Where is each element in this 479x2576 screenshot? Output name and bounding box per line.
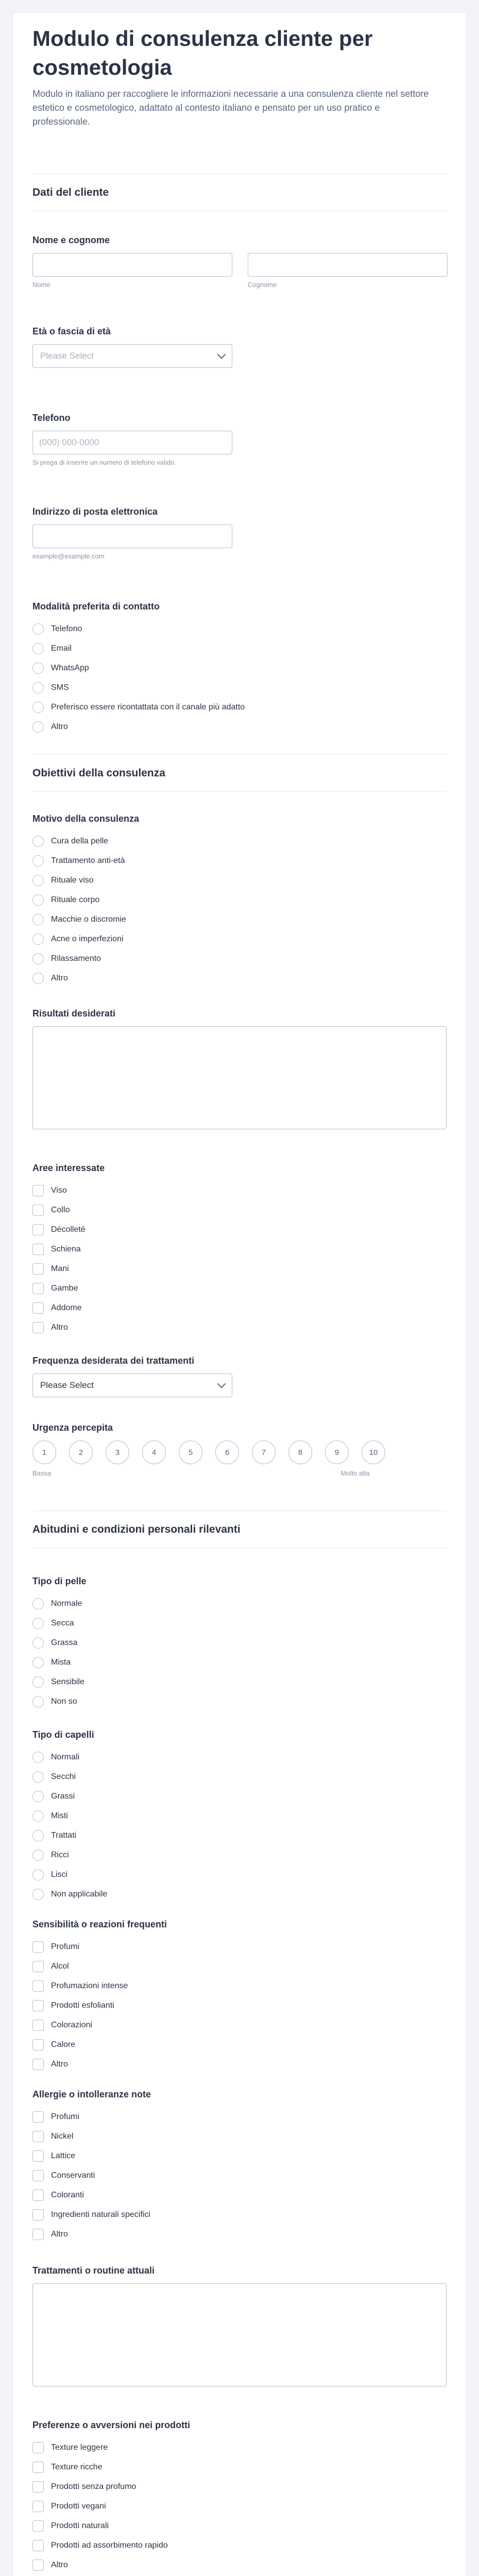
chevron-down-icon [217, 1380, 226, 1388]
areas-field [32, 1163, 447, 1337]
checkbox-option[interactable] [32, 2055, 447, 2074]
radio-button[interactable] [32, 1810, 44, 1822]
checkbox-option[interactable] [32, 2015, 447, 2035]
radio-button[interactable] [32, 643, 44, 654]
option-label: Profumi [51, 1942, 80, 1951]
radio-option[interactable] [32, 619, 447, 639]
radio-button[interactable] [32, 1657, 44, 1668]
allergies-options [32, 2107, 447, 2244]
form-header [32, 24, 455, 129]
radio-button[interactable] [32, 1618, 44, 1629]
scale-option[interactable]: 3 [106, 1440, 129, 1464]
option-label: Altro [51, 2060, 68, 2069]
option-label: Texture leggere [51, 2443, 108, 2452]
sensitivities-field [32, 1919, 447, 2074]
radio-button[interactable] [32, 894, 44, 906]
radio-button[interactable] [32, 875, 44, 886]
option-label: Rituale viso [51, 876, 94, 885]
option-label: Ricci [51, 1851, 69, 1859]
checkbox-option[interactable] [32, 2166, 447, 2185]
radio-button[interactable] [32, 623, 44, 635]
scale-option[interactable]: 4 [142, 1440, 166, 1464]
urgency-low-label: Bassa [32, 1469, 52, 1477]
skin-field [32, 1576, 447, 1711]
checkbox-option[interactable] [32, 1259, 447, 1279]
radio-button[interactable] [32, 1637, 44, 1649]
option-label: Secchi [51, 1772, 76, 1781]
option-label: Rituale corpo [51, 895, 100, 904]
option-label: Mista [51, 1658, 71, 1667]
option-label: WhatsApp [51, 664, 89, 672]
radio-option[interactable] [32, 1633, 447, 1653]
sensitivities-label: Sensibilità o reazioni frequenti [32, 1919, 167, 1929]
allergies-field [32, 2089, 447, 2244]
routines-field [32, 2265, 447, 2386]
allergies-label: Allergie o intolleranze note [32, 2089, 151, 2099]
skin-options [32, 1594, 447, 1711]
radio-option[interactable] [32, 1845, 447, 1865]
urgency-scale [32, 1440, 447, 1464]
radio-button[interactable] [32, 934, 44, 945]
checkbox-option[interactable] [32, 1220, 447, 1240]
routines-textarea[interactable] [32, 2283, 447, 2386]
radio-button[interactable] [32, 1889, 44, 1900]
radio-option[interactable] [32, 851, 447, 871]
checkbox[interactable] [32, 2170, 44, 2181]
checkbox[interactable] [32, 1263, 44, 1275]
urgency-scale-labels [32, 1469, 370, 1477]
checkbox[interactable] [32, 1980, 44, 1992]
radio-option[interactable] [32, 1767, 447, 1787]
option-label: Grassa [51, 1638, 78, 1647]
radio-button[interactable] [32, 1830, 44, 1841]
form-card [13, 13, 466, 2576]
product-prefs-label: Preferenze o avversioni nei prodotti [32, 2420, 191, 2430]
checkbox[interactable] [32, 2462, 44, 2473]
checkbox[interactable] [32, 1224, 44, 1235]
radio-button[interactable] [32, 836, 44, 847]
phone-sublabel: Si prega di inserire un numero di telefono valido. [32, 459, 176, 466]
option-label: Acne o imperfezioni [51, 935, 124, 943]
checkbox[interactable] [32, 2560, 44, 2571]
radio-option[interactable] [32, 1865, 447, 1885]
email-label: Indirizzo di posta elettronica [32, 506, 158, 517]
checkbox[interactable] [32, 2111, 44, 2123]
checkbox-option[interactable] [32, 2146, 447, 2166]
checkbox-option[interactable] [32, 2127, 447, 2146]
checkbox[interactable] [32, 1322, 44, 1333]
radio-button[interactable] [32, 953, 44, 964]
option-label: Secca [51, 1619, 74, 1628]
option-label: Colorazioni [51, 2021, 93, 2029]
checkbox-option[interactable] [32, 2205, 447, 2225]
checkbox[interactable] [32, 2039, 44, 2050]
option-label: Mani [51, 1264, 69, 1273]
option-label: Profumi [51, 2112, 80, 2121]
phone-label: Telefono [32, 413, 71, 423]
first-name-sublabel: Nome [32, 281, 50, 289]
section-title-objectives: Obiettivi della consulenza [32, 767, 165, 779]
option-label: Prodotti naturali [51, 2521, 109, 2530]
radio-option[interactable] [32, 832, 447, 851]
section-title-client-data: Dati del cliente [32, 187, 109, 198]
option-label: Prodotti esfolianti [51, 2001, 114, 2010]
option-label: Email [51, 644, 72, 653]
option-label: Lisci [51, 1870, 68, 1879]
option-label: Trattamento anti-età [51, 856, 125, 865]
radio-option[interactable] [32, 1787, 447, 1806]
option-label: Cura della pelle [51, 837, 109, 845]
frequency-label: Frequenza desiderata dei trattamenti [32, 1355, 195, 1366]
urgency-field [32, 1422, 447, 1477]
checkbox[interactable] [32, 2442, 44, 2453]
checkbox[interactable] [32, 2520, 44, 2532]
option-label: Calore [51, 2040, 76, 2049]
option-label: Non applicabile [51, 1890, 108, 1899]
checkbox[interactable] [32, 2000, 44, 2011]
option-label: Preferisco essere ricontattata con il canale più adatto [51, 703, 245, 711]
checkbox-option[interactable] [32, 2555, 447, 2575]
option-label: Trattati [51, 1831, 77, 1840]
scale-option[interactable]: 2 [69, 1440, 93, 1464]
reason-options [32, 832, 447, 988]
checkbox-option[interactable] [32, 1298, 447, 1318]
skin-label: Tipo di pelle [32, 1576, 87, 1586]
checkbox[interactable] [32, 1283, 44, 1294]
radio-button[interactable] [32, 1752, 44, 1763]
radio-option[interactable] [32, 678, 447, 698]
radio-option[interactable] [32, 890, 447, 910]
sensitivities-options [32, 1937, 447, 2074]
option-label: Prodotti ad assorbimento rapido [51, 2541, 168, 2550]
radio-button[interactable] [32, 1598, 44, 1609]
radio-option[interactable] [32, 1614, 447, 1633]
checkbox[interactable] [32, 2020, 44, 2031]
checkbox[interactable] [32, 2209, 44, 2221]
option-label: Altro [51, 1323, 68, 1332]
phone-field [32, 413, 447, 466]
radio-button[interactable] [32, 914, 44, 925]
scale-option[interactable]: 1 [32, 1440, 56, 1464]
checkbox-option[interactable] [32, 1279, 447, 1298]
radio-button[interactable] [32, 702, 44, 713]
option-label: Gambe [51, 1284, 78, 1293]
option-label: Lattice [51, 2151, 76, 2160]
age-field [32, 326, 447, 368]
checkbox[interactable] [32, 1941, 44, 1953]
scale-option[interactable]: 6 [215, 1440, 239, 1464]
checkbox[interactable] [32, 1961, 44, 1972]
option-label: Viso [51, 1186, 67, 1195]
reason-label: Motivo della consulenza [32, 814, 140, 824]
product-prefs-options [32, 2438, 447, 2575]
areas-options [32, 1181, 447, 1337]
radio-option[interactable] [32, 1806, 447, 1826]
option-label: Grassi [51, 1792, 75, 1801]
radio-option[interactable] [32, 1885, 447, 1904]
areas-label: Aree interessate [32, 1163, 105, 1173]
radio-option[interactable] [32, 698, 447, 717]
checkbox-option[interactable] [32, 1996, 447, 2015]
radio-option[interactable] [32, 871, 447, 890]
radio-button[interactable] [32, 1791, 44, 1802]
checkbox[interactable] [32, 2229, 44, 2240]
radio-button[interactable] [32, 1696, 44, 1707]
chevron-down-icon [217, 350, 226, 359]
option-label: Non so [51, 1697, 77, 1706]
checkbox[interactable] [32, 2190, 44, 2201]
option-label: Sensibile [51, 1677, 84, 1686]
option-label: Schiena [51, 1245, 81, 1253]
checkbox-option[interactable] [32, 1957, 447, 1976]
scale-option[interactable]: 10 [362, 1440, 385, 1464]
age-select[interactable] [32, 344, 232, 368]
contact-mode-label: Modalità preferita di contatto [32, 601, 160, 612]
radio-button[interactable] [32, 721, 44, 733]
scale-option[interactable]: 8 [288, 1440, 312, 1464]
product-prefs-field [32, 2420, 447, 2575]
option-label: Nickel [51, 2132, 74, 2141]
option-label: Altro [51, 722, 68, 731]
checkbox[interactable] [32, 2059, 44, 2070]
first-name-input[interactable] [32, 253, 232, 277]
checkbox-option[interactable] [32, 1240, 447, 1259]
option-label: Texture ricche [51, 2463, 102, 2471]
option-label: Profumazioni intense [51, 1981, 128, 1990]
option-label: Normali [51, 1753, 80, 1761]
checkbox-option[interactable] [32, 2225, 447, 2244]
scale-option[interactable]: 9 [325, 1440, 349, 1464]
option-label: Telefono [51, 624, 82, 633]
checkbox[interactable] [32, 2501, 44, 2512]
option-label: Prodotti senza profumo [51, 2482, 136, 2491]
option-label: Prodotti vegani [51, 2502, 106, 2511]
last-name-sublabel: Cognome [248, 281, 277, 289]
routines-label: Trattamenti o routine attuali [32, 2265, 155, 2276]
checkbox-option[interactable] [32, 2477, 447, 2497]
radio-option[interactable] [32, 929, 447, 949]
option-label: Misti [51, 1811, 68, 1820]
checkbox-option[interactable] [32, 1200, 447, 1220]
email-sublabel: example@example.com [32, 552, 105, 560]
phone-input[interactable]: (000) 000-0000 [32, 431, 232, 454]
radio-option[interactable] [32, 1653, 447, 1672]
radio-button[interactable] [32, 1869, 44, 1880]
form-title: Modulo di consulenza cliente per cosmetologia [32, 26, 373, 79]
name-label: Nome e cognome [32, 235, 110, 245]
urgency-high-label: Molto alta [340, 1469, 370, 1477]
option-label: Altro [51, 2561, 68, 2569]
option-label: Normale [51, 1599, 82, 1608]
hair-field [32, 1730, 447, 1904]
option-label: Altro [51, 974, 68, 982]
checkbox[interactable] [32, 1185, 44, 1196]
checkbox[interactable] [32, 2150, 44, 2162]
name-field [32, 235, 447, 289]
checkbox-option[interactable] [32, 2536, 447, 2555]
option-label: Alcol [51, 1962, 69, 1971]
option-label: Altro [51, 2230, 68, 2239]
checkbox-option[interactable] [32, 2516, 447, 2536]
option-label: Coloranti [51, 2191, 84, 2199]
option-label: Rilassamento [51, 954, 101, 963]
email-input[interactable] [32, 524, 232, 548]
checkbox-option[interactable] [32, 2497, 447, 2516]
option-label: SMS [51, 683, 69, 692]
scale-option[interactable]: 7 [252, 1440, 276, 1464]
age-label: Età o fascia di età [32, 326, 111, 336]
urgency-label: Urgenza percepita [32, 1422, 113, 1433]
contact-mode-field [32, 601, 447, 737]
radio-option[interactable] [32, 717, 447, 737]
checkbox-option[interactable] [32, 1318, 447, 1337]
checkbox-option[interactable] [32, 2458, 447, 2477]
frequency-select[interactable] [32, 1374, 232, 1397]
radio-option[interactable] [32, 949, 447, 969]
radio-option[interactable] [32, 969, 447, 988]
section-title-habits: Abitudini e condizioni personali rilevanti [32, 1523, 241, 1535]
option-label: Conservanti [51, 2171, 95, 2180]
last-name-input[interactable] [248, 253, 448, 277]
radio-button[interactable] [32, 973, 44, 984]
checkbox-option[interactable] [32, 2035, 447, 2055]
radio-option[interactable] [32, 1748, 447, 1767]
checkbox[interactable] [32, 1302, 44, 1314]
radio-button[interactable] [32, 855, 44, 867]
form-subtitle: Modulo in italiano per raccogliere le informazioni necessarie a una consulenza cliente nel settore estetico e cosmetologico, adattato al contesto italiano e pensato per un uso pratico e professionale. [32, 89, 429, 127]
radio-option[interactable] [32, 910, 447, 929]
checkbox[interactable] [32, 2131, 44, 2142]
results-label: Risultati desiderati [32, 1008, 116, 1019]
scale-option[interactable]: 5 [179, 1440, 202, 1464]
radio-option[interactable] [32, 1594, 447, 1614]
checkbox[interactable] [32, 1244, 44, 1255]
frequency-select-value: Please Select [40, 1380, 94, 1390]
radio-option[interactable] [32, 1672, 447, 1692]
radio-button[interactable] [32, 1850, 44, 1861]
contact-mode-options [32, 619, 447, 737]
email-field [32, 506, 447, 560]
option-label: Décolleté [51, 1225, 85, 1234]
hair-label: Tipo di capelli [32, 1730, 94, 1740]
radio-option[interactable] [32, 639, 447, 658]
radio-button[interactable] [32, 663, 44, 674]
checkbox-option[interactable] [32, 2185, 447, 2205]
checkbox-option[interactable] [32, 1976, 447, 1996]
radio-option[interactable] [32, 1692, 447, 1711]
results-field [32, 1008, 447, 1129]
radio-option[interactable] [32, 658, 447, 678]
option-label: Collo [51, 1206, 70, 1214]
reason-field [32, 814, 447, 988]
option-label: Addome [51, 1303, 82, 1312]
results-textarea[interactable] [32, 1026, 447, 1129]
checkbox-option[interactable] [32, 1181, 447, 1200]
age-select-value: Please Select [40, 351, 94, 361]
radio-button[interactable] [32, 1771, 44, 1783]
option-label: Ingredienti naturali specifici [51, 2210, 150, 2219]
checkbox-option[interactable] [32, 1937, 447, 1957]
radio-button[interactable] [32, 1676, 44, 1688]
frequency-field [32, 1355, 447, 1397]
checkbox[interactable] [32, 1205, 44, 1216]
checkbox-option[interactable] [32, 2438, 447, 2458]
radio-option[interactable] [32, 1826, 447, 1845]
checkbox[interactable] [32, 2481, 44, 2493]
hair-options [32, 1748, 447, 1904]
checkbox-option[interactable] [32, 2107, 447, 2127]
radio-button[interactable] [32, 682, 44, 693]
checkbox[interactable] [32, 2540, 44, 2551]
option-label: Macchie o discromie [51, 915, 126, 924]
